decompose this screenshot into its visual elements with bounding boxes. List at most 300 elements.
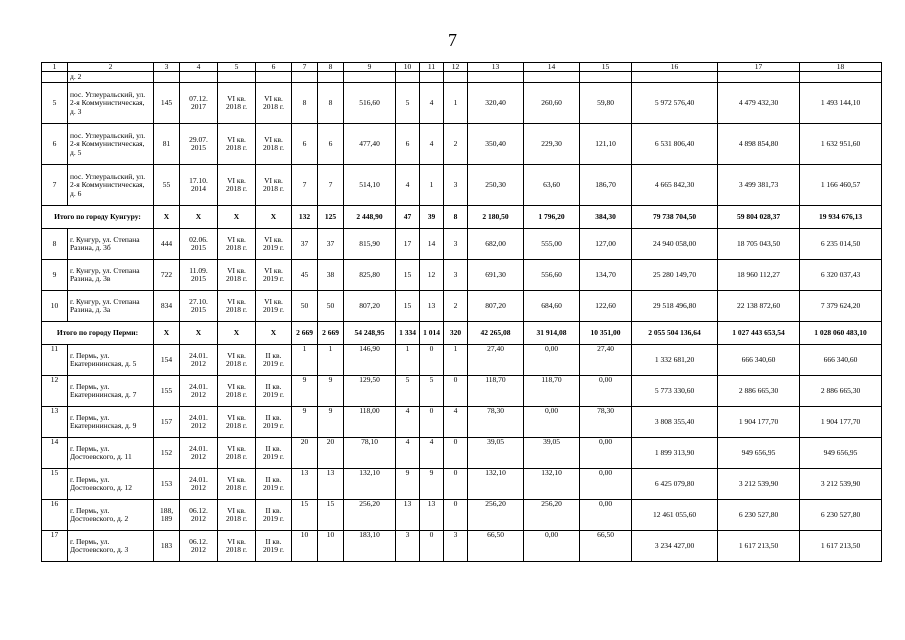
- table-cell: II кв. 2019 г.: [256, 500, 292, 531]
- table-cell: 0: [444, 438, 468, 469]
- subtotal-label: Итого по городу Перми:: [42, 322, 154, 345]
- table-cell: 11.09. 2015: [180, 260, 218, 291]
- table-cell: 1: [396, 345, 420, 376]
- table-cell: VI кв. 2018 г.: [218, 531, 256, 562]
- table-cell: [632, 72, 718, 83]
- table-cell: 1 332 681,20: [632, 345, 718, 376]
- table-cell: 13: [292, 469, 318, 500]
- table-cell: 132,10: [524, 469, 580, 500]
- column-number: 16: [632, 63, 718, 72]
- table-cell: 555,00: [524, 229, 580, 260]
- table-cell: 2: [444, 124, 468, 165]
- table-cell: 13: [420, 500, 444, 531]
- table-cell: 516,60: [344, 83, 396, 124]
- table-cell: 118,70: [468, 376, 524, 407]
- subtotal-cell: 8: [444, 206, 468, 229]
- table-cell: 0: [444, 469, 468, 500]
- table-cell: 132,10: [468, 469, 524, 500]
- subtotal-cell: X: [154, 206, 180, 229]
- column-number: 14: [524, 63, 580, 72]
- table-row: [42, 500, 882, 531]
- column-number: 8: [318, 63, 344, 72]
- table-cell: 15: [318, 500, 344, 531]
- table-cell: 4: [420, 438, 444, 469]
- table-cell: 5 773 330,60: [632, 376, 718, 407]
- address-cell: г. Кунгур, ул. Степана Разина, д. 3а: [68, 291, 154, 322]
- column-number: 5: [218, 63, 256, 72]
- table-cell: 514,10: [344, 165, 396, 206]
- table-cell: 6 230 527,80: [800, 500, 882, 531]
- table-cell: 3 234 427,00: [632, 531, 718, 562]
- table-cell: 27.10. 2015: [180, 291, 218, 322]
- subtotal-cell: 79 738 704,50: [632, 206, 718, 229]
- table-cell: 7: [292, 165, 318, 206]
- table-cell: 24.01. 2012: [180, 407, 218, 438]
- address-cell: г. Пермь, ул. Екатерининская, д. 9: [68, 407, 154, 438]
- subtotal-cell: X: [256, 206, 292, 229]
- table-cell: 4: [396, 438, 420, 469]
- table-cell: 350,40: [468, 124, 524, 165]
- table-cell: 55: [154, 165, 180, 206]
- row-number: 15: [42, 469, 68, 500]
- table-cell: 2 886 665,30: [718, 376, 800, 407]
- table-cell: II кв. 2019 г.: [256, 345, 292, 376]
- table-cell: 8: [292, 83, 318, 124]
- table-cell: 0,00: [580, 469, 632, 500]
- table-cell: 13: [420, 291, 444, 322]
- address-cell: г. Пермь, ул. Екатерининская, д. 7: [68, 376, 154, 407]
- table-cell: 2 886 665,30: [800, 376, 882, 407]
- table-cell: 0,00: [580, 438, 632, 469]
- table-cell: 39,05: [524, 438, 580, 469]
- table-cell: [180, 72, 218, 83]
- column-number: 11: [420, 63, 444, 72]
- table-cell: 5: [420, 376, 444, 407]
- subtotal-cell: 2 669: [292, 322, 318, 345]
- table-cell: 118,00: [344, 407, 396, 438]
- table-cell: VI кв. 2018 г.: [218, 83, 256, 124]
- subtotal-cell: X: [218, 206, 256, 229]
- table-cell: [218, 72, 256, 83]
- table-cell: 12 461 055,60: [632, 500, 718, 531]
- table-cell: 50: [292, 291, 318, 322]
- subtotal-cell: 132: [292, 206, 318, 229]
- table-cell: 9: [318, 376, 344, 407]
- table-cell: VI кв. 2019 г.: [256, 229, 292, 260]
- column-number: 15: [580, 63, 632, 72]
- continuation-row: [42, 72, 882, 83]
- table-cell: 6: [318, 124, 344, 165]
- table-cell: 20: [318, 438, 344, 469]
- table-cell: 188, 189: [154, 500, 180, 531]
- row-number: 14: [42, 438, 68, 469]
- table-cell: 9: [292, 407, 318, 438]
- table-cell: [154, 72, 180, 83]
- table-cell: 0: [444, 500, 468, 531]
- table-cell: 6 235 014,50: [800, 229, 882, 260]
- table-cell: [444, 72, 468, 83]
- table-cell: 1 166 460,57: [800, 165, 882, 206]
- table-cell: 4: [396, 165, 420, 206]
- table-cell: 1: [420, 165, 444, 206]
- table-cell: [396, 72, 420, 83]
- column-number: 17: [718, 63, 800, 72]
- table-cell: 78,30: [468, 407, 524, 438]
- table-cell: 155: [154, 376, 180, 407]
- column-number: 13: [468, 63, 524, 72]
- table-cell: VI кв. 2018 г.: [218, 165, 256, 206]
- table-cell: VI кв. 2018 г.: [256, 83, 292, 124]
- table-cell: 27,40: [580, 345, 632, 376]
- address-cell: г. Кунгур, ул. Степана Разина, д. 3в: [68, 260, 154, 291]
- table-cell: 4: [420, 83, 444, 124]
- table-cell: 1 899 313,90: [632, 438, 718, 469]
- table-cell: 183,10: [344, 531, 396, 562]
- table-cell: 320,40: [468, 83, 524, 124]
- table-cell: 129,50: [344, 376, 396, 407]
- subtotal-cell: 2 669: [318, 322, 344, 345]
- table-cell: 29 518 496,80: [632, 291, 718, 322]
- table-cell: [718, 72, 800, 83]
- column-number: 4: [180, 63, 218, 72]
- column-number-row: [42, 63, 882, 72]
- address-cell: г. Пермь, ул. Достоевского, д. 12: [68, 469, 154, 500]
- page-number: 7: [448, 30, 457, 50]
- table-cell: 444: [154, 229, 180, 260]
- table-row: [42, 531, 882, 562]
- table-cell: II кв. 2019 г.: [256, 407, 292, 438]
- housing-program-table: [41, 62, 882, 562]
- table-cell: VI кв. 2018 г.: [218, 291, 256, 322]
- table-cell: 807,20: [344, 291, 396, 322]
- table-cell: 10: [318, 531, 344, 562]
- subtotal-cell: 47: [396, 206, 420, 229]
- table-cell: 825,80: [344, 260, 396, 291]
- address-cell: пос. Углеуральский, ул. 2-я Коммунистическая, д. 5: [68, 124, 154, 165]
- table-cell: 25 280 149,70: [632, 260, 718, 291]
- table-cell: 1 904 177,70: [718, 407, 800, 438]
- subtotal-cell: X: [256, 322, 292, 345]
- table-cell: 5: [396, 376, 420, 407]
- table-cell: 0,00: [524, 531, 580, 562]
- table-row: [42, 229, 882, 260]
- table-cell: 78,30: [580, 407, 632, 438]
- subtotal-cell: 2 180,50: [468, 206, 524, 229]
- table-cell: 37: [318, 229, 344, 260]
- table-cell: 15: [396, 260, 420, 291]
- table-cell: VI кв. 2018 г.: [218, 345, 256, 376]
- row-number: 11: [42, 345, 68, 376]
- table-cell: VI кв. 2018 г.: [256, 165, 292, 206]
- table-cell: 78,10: [344, 438, 396, 469]
- table-cell: 3: [444, 165, 468, 206]
- table-cell: 134,70: [580, 260, 632, 291]
- table-cell: 4 898 854,80: [718, 124, 800, 165]
- table-cell: 834: [154, 291, 180, 322]
- table-cell: 81: [154, 124, 180, 165]
- row-number: 13: [42, 407, 68, 438]
- table-cell: 0: [420, 407, 444, 438]
- column-number: 12: [444, 63, 468, 72]
- table-cell: 666 340,60: [800, 345, 882, 376]
- table-cell: 18 705 043,50: [718, 229, 800, 260]
- column-number: 10: [396, 63, 420, 72]
- table-cell: VI кв. 2018 г.: [218, 376, 256, 407]
- table-cell: 7 379 624,20: [800, 291, 882, 322]
- table-row: [42, 165, 882, 206]
- subtotal-cell: 1 027 443 653,54: [718, 322, 800, 345]
- table-cell: 20: [292, 438, 318, 469]
- table-cell: 6 320 037,43: [800, 260, 882, 291]
- table-cell: 5: [396, 83, 420, 124]
- table-cell: 1 617 213,50: [800, 531, 882, 562]
- address-cell: г. Кунгур, ул. Степана Разина, д. 3б: [68, 229, 154, 260]
- table-row: [42, 260, 882, 291]
- table-cell: 118,70: [524, 376, 580, 407]
- subtotal-cell: 10 351,00: [580, 322, 632, 345]
- table-cell: 186,70: [580, 165, 632, 206]
- table-cell: 8: [318, 83, 344, 124]
- table-cell: 0: [444, 376, 468, 407]
- table-cell: 722: [154, 260, 180, 291]
- table-cell: 24.01. 2012: [180, 438, 218, 469]
- table-cell: 6 230 527,80: [718, 500, 800, 531]
- table-cell: VI кв. 2018 г.: [218, 124, 256, 165]
- table-cell: [344, 72, 396, 83]
- subtotal-cell: 1 796,20: [524, 206, 580, 229]
- table-cell: 0: [420, 531, 444, 562]
- table-cell: 477,40: [344, 124, 396, 165]
- subtotal-cell: X: [154, 322, 180, 345]
- address-cell: д. 2: [68, 72, 154, 83]
- table-cell: 666 340,60: [718, 345, 800, 376]
- table-cell: 815,90: [344, 229, 396, 260]
- table-cell: 38: [318, 260, 344, 291]
- table-cell: 146,90: [344, 345, 396, 376]
- table-cell: 256,20: [468, 500, 524, 531]
- table-cell: 4 665 842,30: [632, 165, 718, 206]
- table-cell: 0: [420, 345, 444, 376]
- table-cell: 14: [420, 229, 444, 260]
- table-cell: 66,50: [580, 531, 632, 562]
- address-cell: пос. Углеуральский, ул. 2-я Коммунистическая, д. 3: [68, 83, 154, 124]
- table-cell: 37: [292, 229, 318, 260]
- table-cell: 154: [154, 345, 180, 376]
- table-cell: 152: [154, 438, 180, 469]
- table-cell: 02.06. 2015: [180, 229, 218, 260]
- row-number: 12: [42, 376, 68, 407]
- subtotal-cell: 1 028 060 483,10: [800, 322, 882, 345]
- table-cell: [800, 72, 882, 83]
- table-cell: 10: [292, 531, 318, 562]
- table-cell: 3 499 381,73: [718, 165, 800, 206]
- table-cell: [318, 72, 344, 83]
- subtotal-cell: 39: [420, 206, 444, 229]
- table-cell: 3: [396, 531, 420, 562]
- table-cell: 9: [396, 469, 420, 500]
- table-cell: 260,60: [524, 83, 580, 124]
- table-cell: 6: [396, 124, 420, 165]
- table-cell: 59,80: [580, 83, 632, 124]
- table-cell: II кв. 2019 г.: [256, 376, 292, 407]
- table-cell: 1 493 144,10: [800, 83, 882, 124]
- table-row: [42, 407, 882, 438]
- table-cell: [524, 72, 580, 83]
- table-cell: 0,00: [524, 407, 580, 438]
- subtotal-cell: X: [218, 322, 256, 345]
- table-cell: 556,60: [524, 260, 580, 291]
- table-cell: 15: [292, 500, 318, 531]
- column-number: 9: [344, 63, 396, 72]
- table-cell: 29.07. 2015: [180, 124, 218, 165]
- table-cell: [292, 72, 318, 83]
- table-row: [42, 124, 882, 165]
- row-number: 7: [42, 165, 68, 206]
- table-cell: 3: [444, 531, 468, 562]
- table-cell: II кв. 2019 г.: [256, 469, 292, 500]
- subtotal-cell: 1 334: [396, 322, 420, 345]
- table-row: [42, 345, 882, 376]
- table-cell: 1: [318, 345, 344, 376]
- table-cell: 127,00: [580, 229, 632, 260]
- table-cell: 06.12. 2012: [180, 531, 218, 562]
- subtotal-cell: 31 914,08: [524, 322, 580, 345]
- table-cell: 122,60: [580, 291, 632, 322]
- table-cell: 24.01. 2012: [180, 376, 218, 407]
- table-cell: 9: [420, 469, 444, 500]
- column-number: 2: [68, 63, 154, 72]
- subtotal-cell: 1 014: [420, 322, 444, 345]
- table-cell: 66,50: [468, 531, 524, 562]
- row-number: 16: [42, 500, 68, 531]
- table-cell: 3: [444, 260, 468, 291]
- column-number: 6: [256, 63, 292, 72]
- column-number: 1: [42, 63, 68, 72]
- table-cell: 2: [444, 291, 468, 322]
- table-cell: 13: [318, 469, 344, 500]
- table-row: [42, 83, 882, 124]
- table-cell: 0,00: [580, 500, 632, 531]
- subtotal-cell: 19 934 676,13: [800, 206, 882, 229]
- table-cell: 1: [444, 83, 468, 124]
- subtotal-cell: 384,30: [580, 206, 632, 229]
- table-row: [42, 291, 882, 322]
- table-cell: 1 632 951,60: [800, 124, 882, 165]
- address-cell: г. Пермь, ул. Екатерининская, д. 5: [68, 345, 154, 376]
- table-cell: 4: [444, 407, 468, 438]
- table-cell: VI кв. 2018 г.: [256, 124, 292, 165]
- table-cell: 15: [396, 291, 420, 322]
- table-cell: 1: [444, 345, 468, 376]
- table-cell: VI кв. 2018 г.: [218, 438, 256, 469]
- table-cell: VI кв. 2018 г.: [218, 260, 256, 291]
- table-cell: 153: [154, 469, 180, 500]
- table-cell: 24 940 058,00: [632, 229, 718, 260]
- table-cell: 157: [154, 407, 180, 438]
- table-cell: VI кв. 2018 г.: [218, 407, 256, 438]
- table-row: [42, 376, 882, 407]
- subtotal-cell: 125: [318, 206, 344, 229]
- table-cell: 807,20: [468, 291, 524, 322]
- subtotal-label: Итого по городу Кунгуру:: [42, 206, 154, 229]
- subtotal-cell: 42 265,08: [468, 322, 524, 345]
- table-cell: 5 972 576,40: [632, 83, 718, 124]
- table-cell: 183: [154, 531, 180, 562]
- table-cell: 949 656,95: [800, 438, 882, 469]
- table-cell: [42, 72, 68, 83]
- table-cell: 256,20: [524, 500, 580, 531]
- column-number: 3: [154, 63, 180, 72]
- column-number: 18: [800, 63, 882, 72]
- table-cell: [256, 72, 292, 83]
- row-number: 5: [42, 83, 68, 124]
- table-cell: [420, 72, 444, 83]
- table-cell: 9: [318, 407, 344, 438]
- table-cell: VI кв. 2018 г.: [218, 469, 256, 500]
- table-cell: 256,20: [344, 500, 396, 531]
- subtotal-row: [42, 206, 882, 229]
- table-cell: 7: [318, 165, 344, 206]
- table-cell: 6 425 079,80: [632, 469, 718, 500]
- subtotal-cell: 320: [444, 322, 468, 345]
- subtotal-cell: X: [180, 322, 218, 345]
- subtotal-cell: 59 804 028,37: [718, 206, 800, 229]
- table-cell: 39,05: [468, 438, 524, 469]
- table-cell: 24.01. 2012: [180, 345, 218, 376]
- table-cell: 121,10: [580, 124, 632, 165]
- table-cell: 691,30: [468, 260, 524, 291]
- table-cell: 1 617 213,50: [718, 531, 800, 562]
- table-cell: 63,60: [524, 165, 580, 206]
- table-cell: II кв. 2019 г.: [256, 438, 292, 469]
- table-cell: 13: [396, 500, 420, 531]
- address-cell: г. Пермь, ул. Достоевского, д. 11: [68, 438, 154, 469]
- table-cell: 4 479 432,30: [718, 83, 800, 124]
- table-cell: 132,10: [344, 469, 396, 500]
- table-cell: VI кв. 2018 г.: [218, 500, 256, 531]
- table-row: [42, 438, 882, 469]
- table-cell: 24.01. 2012: [180, 469, 218, 500]
- address-cell: пос. Углеуральский, ул. 2-я Коммунистическая, д. 6: [68, 165, 154, 206]
- table-cell: 6 531 806,40: [632, 124, 718, 165]
- table-cell: 22 138 872,60: [718, 291, 800, 322]
- table-cell: 0,00: [524, 345, 580, 376]
- table-cell: 9: [292, 376, 318, 407]
- table-cell: 18 960 112,27: [718, 260, 800, 291]
- table-cell: 4: [396, 407, 420, 438]
- table-cell: 3 212 539,90: [800, 469, 882, 500]
- table-cell: [580, 72, 632, 83]
- table-cell: 17.10. 2014: [180, 165, 218, 206]
- table-cell: 1 904 177,70: [800, 407, 882, 438]
- table-cell: VI кв. 2019 г.: [256, 291, 292, 322]
- table-cell: 684,60: [524, 291, 580, 322]
- table-cell: II кв. 2019 г.: [256, 531, 292, 562]
- row-number: 10: [42, 291, 68, 322]
- table-cell: 12: [420, 260, 444, 291]
- table-cell: 50: [318, 291, 344, 322]
- row-number: 17: [42, 531, 68, 562]
- subtotal-cell: 2 055 504 136,64: [632, 322, 718, 345]
- row-number: 8: [42, 229, 68, 260]
- table-cell: VI кв. 2019 г.: [256, 260, 292, 291]
- table-cell: 3: [444, 229, 468, 260]
- table-cell: 1: [292, 345, 318, 376]
- subtotal-cell: 54 248,95: [344, 322, 396, 345]
- table-cell: 45: [292, 260, 318, 291]
- table-cell: 0,00: [580, 376, 632, 407]
- address-cell: г. Пермь, ул. Достоевского, д. 3: [68, 531, 154, 562]
